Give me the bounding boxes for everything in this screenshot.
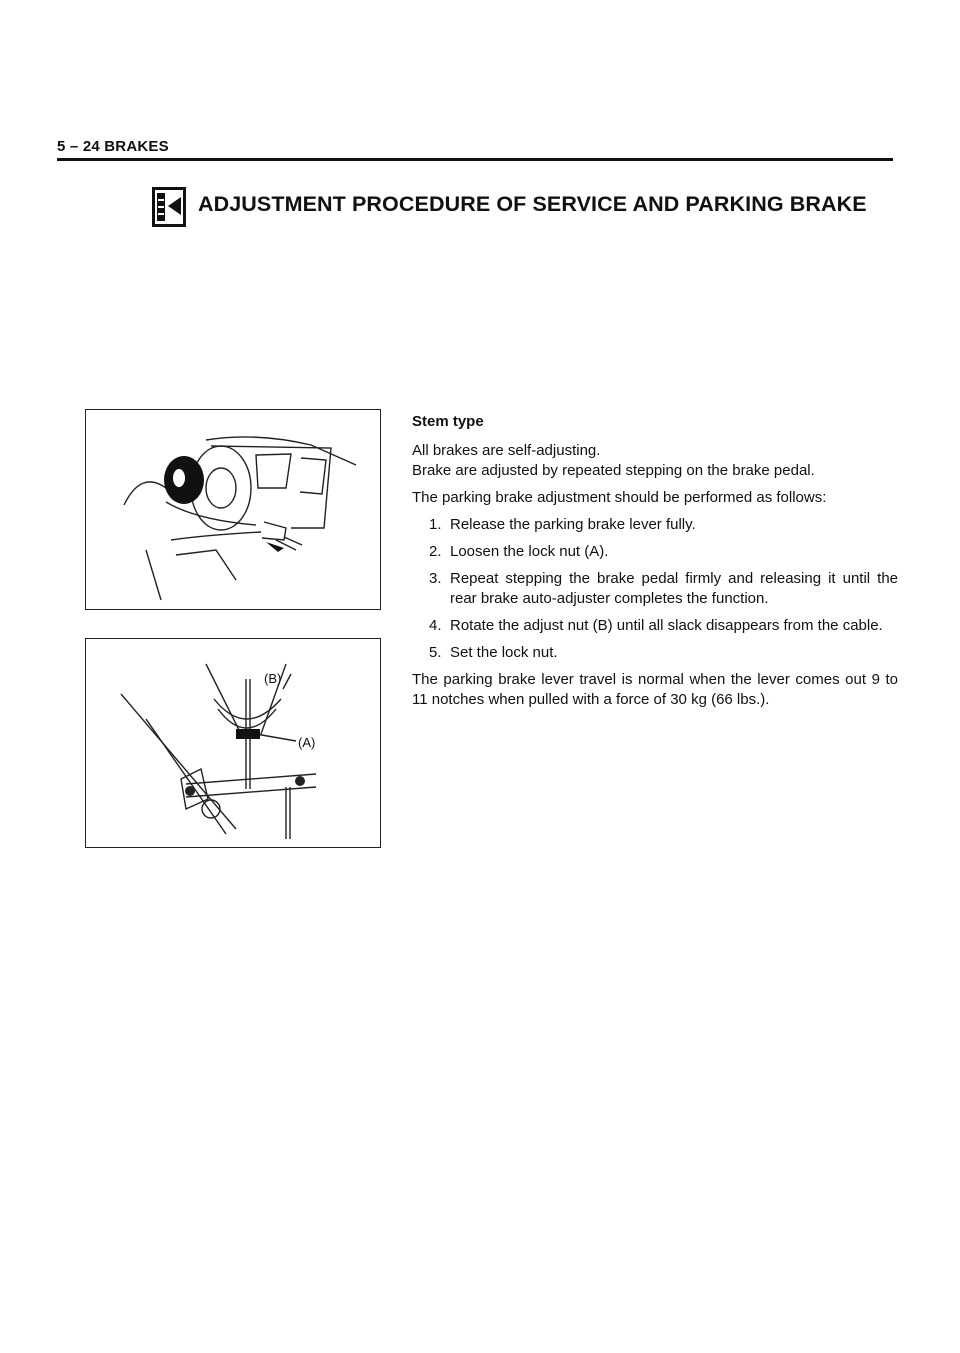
header-rule xyxy=(57,158,893,161)
step-number: 1. xyxy=(429,516,442,533)
paragraph-parking-intro: The parking brake adjustment should be performed as follows: xyxy=(412,489,827,506)
stem-type-heading: Stem type xyxy=(412,413,484,430)
service-procedure-icon xyxy=(152,187,186,227)
procedure-step xyxy=(412,643,898,663)
step-text: Rotate the adjust nut (B) until all slack disappears from the cable. xyxy=(450,617,883,634)
step-number: 3. xyxy=(429,570,442,587)
procedure-text xyxy=(412,412,898,717)
figure-parking-brake-mechanism xyxy=(85,638,381,848)
paragraph-lever-travel: The parking brake lever travel is normal when the lever comes out 9 to 11 notches when pulled with a force of 30 kg (66 lbs.). xyxy=(412,671,898,708)
procedure-steps xyxy=(412,515,898,663)
paragraph-self-adjusting: All brakes are self-adjusting. xyxy=(412,442,601,459)
label-lock-nut-a: (A) xyxy=(298,735,316,750)
procedure-step xyxy=(412,569,898,609)
step-text: Loosen the lock nut (A). xyxy=(450,543,609,560)
parking-brake-equalizer-illustration xyxy=(86,639,379,846)
page-header: 5 – 24 BRAKES xyxy=(57,138,169,155)
step-number: 5. xyxy=(429,644,442,661)
label-adjust-nut-b: (B) xyxy=(264,671,282,686)
paragraph-brake-adjusted: Brake are adjusted by repeated stepping on the brake pedal. xyxy=(412,462,815,479)
procedure-step xyxy=(412,515,898,535)
procedure-step xyxy=(412,616,898,636)
procedure-step xyxy=(412,542,898,562)
step-number: 2. xyxy=(429,543,442,560)
figure-driver-illustration xyxy=(85,409,381,610)
driver-at-steering-wheel-illustration xyxy=(86,410,379,608)
section-title: ADJUSTMENT PROCEDURE OF SERVICE AND PARKING BRAKE xyxy=(198,192,867,216)
step-text: Release the parking brake lever fully. xyxy=(450,516,696,533)
step-text: Repeat stepping the brake pedal firmly and releasing it until the rear brake auto-adjuster completes the function. xyxy=(450,570,898,607)
step-number: 4. xyxy=(429,617,442,634)
step-text: Set the lock nut. xyxy=(450,644,558,661)
